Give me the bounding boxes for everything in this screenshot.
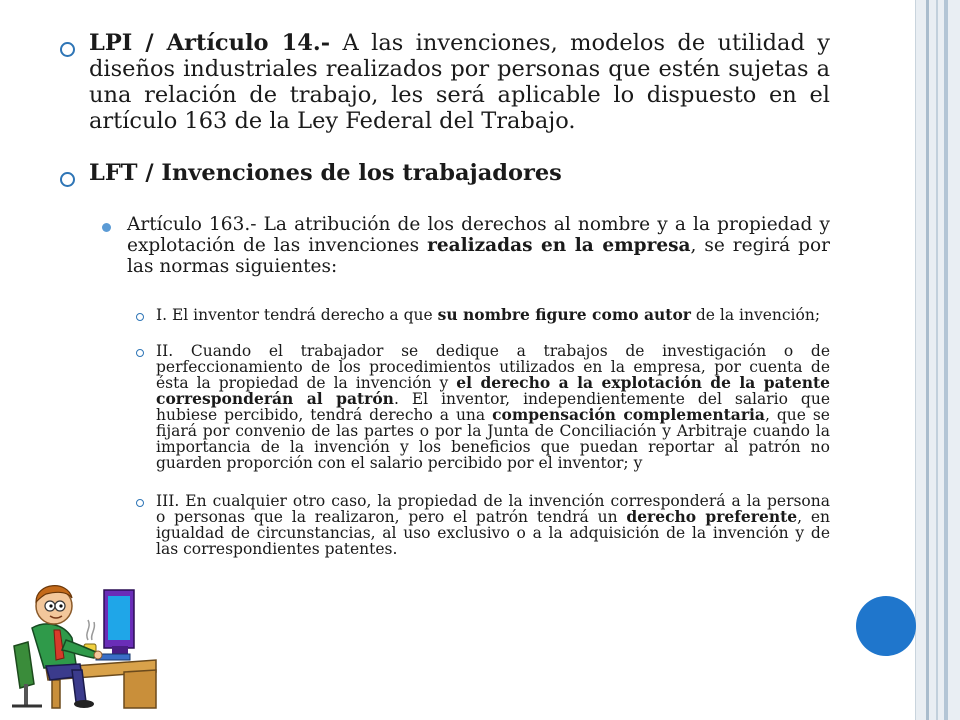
fraccion-i <box>136 307 830 323</box>
ring-bullet-icon <box>136 499 144 507</box>
bullet-lft-heading <box>60 160 830 186</box>
decorative-blue-circle <box>856 596 916 656</box>
section-heading: LFT / Invenciones de los trabajadores <box>89 160 562 186</box>
fraccion-ii <box>136 343 830 471</box>
text-run: , que se fijará por convenio de las partes o por la Junta de Conciliación y Arbitraje cuando la importancia de la invención y los beneficios que puedan reportar al patrón no guarden proporción con el salario percibido por el inventor; y <box>156 406 830 472</box>
bold-run: realizadas en la empresa <box>427 235 691 256</box>
fraccion-text <box>156 343 830 471</box>
bullet-text <box>89 30 830 134</box>
filled-bullet-icon <box>102 223 111 232</box>
text-run: III. En cualquier otro caso, la propiedad de la invención corresponderá a la persona o personas que la realizaron, pero el patrón tendrá un <box>156 492 830 526</box>
article-163-text <box>127 214 830 277</box>
text-run: I. El inventor tendrá derecho a que <box>156 306 438 324</box>
rail-line <box>944 0 948 720</box>
bold-run: su nombre figure como autor <box>437 305 691 324</box>
slide-content <box>60 30 830 577</box>
article-body: A las invenciones, modelos de utilidad y diseños industriales realizados por personas que estén sujetas a una relación de trabajo, les será aplicable lo dispuesto en el artículo 163 de la Ley Federal del Trabajo. <box>89 30 830 134</box>
bold-run: el derecho a la explotación de la patente corresponderán al patrón <box>156 373 830 408</box>
text-run: , en igualdad de circunstancias, al uso exclusivo o a la adquisición de la invención y de las correspondientes patentes. <box>156 508 831 558</box>
fraccion-text <box>156 307 830 323</box>
fraccion-iii <box>136 493 830 557</box>
text-run: II. Cuando el trabajador se dedique a trabajos de investigación o de perfeccionamiento de los procedimientos utilizados en la empresa, por cuenta de ésta la propiedad de la invención y <box>156 342 830 392</box>
ring-bullet-icon <box>136 313 144 321</box>
rail-line <box>926 0 929 720</box>
article-lead: LPI / Artículo 14.- <box>89 30 331 56</box>
text-run: Artículo 163.- La atribución de los derechos al nombre y a la propiedad y explotación de las invenciones <box>127 214 830 256</box>
text-run: de la invención; <box>690 306 821 324</box>
rail-line <box>936 0 938 720</box>
text-run: , se regirá por las normas siguientes: <box>127 235 831 277</box>
worker-at-computer-clipart <box>6 560 162 710</box>
ring-bullet-icon <box>60 42 75 57</box>
bold-run: compensación complementaria <box>492 405 765 424</box>
bold-run: derecho preferente <box>626 507 798 526</box>
bullet-lpi-article-14 <box>60 30 830 134</box>
bullet-article-163 <box>102 214 830 277</box>
ring-bullet-icon <box>60 172 75 187</box>
ring-bullet-icon <box>136 349 144 357</box>
right-decorative-rail <box>915 0 960 720</box>
fraccion-text <box>156 493 830 557</box>
text-run: . El inventor, independientemente del salario que hubiese percibido, tendrá derecho a una <box>156 390 830 424</box>
